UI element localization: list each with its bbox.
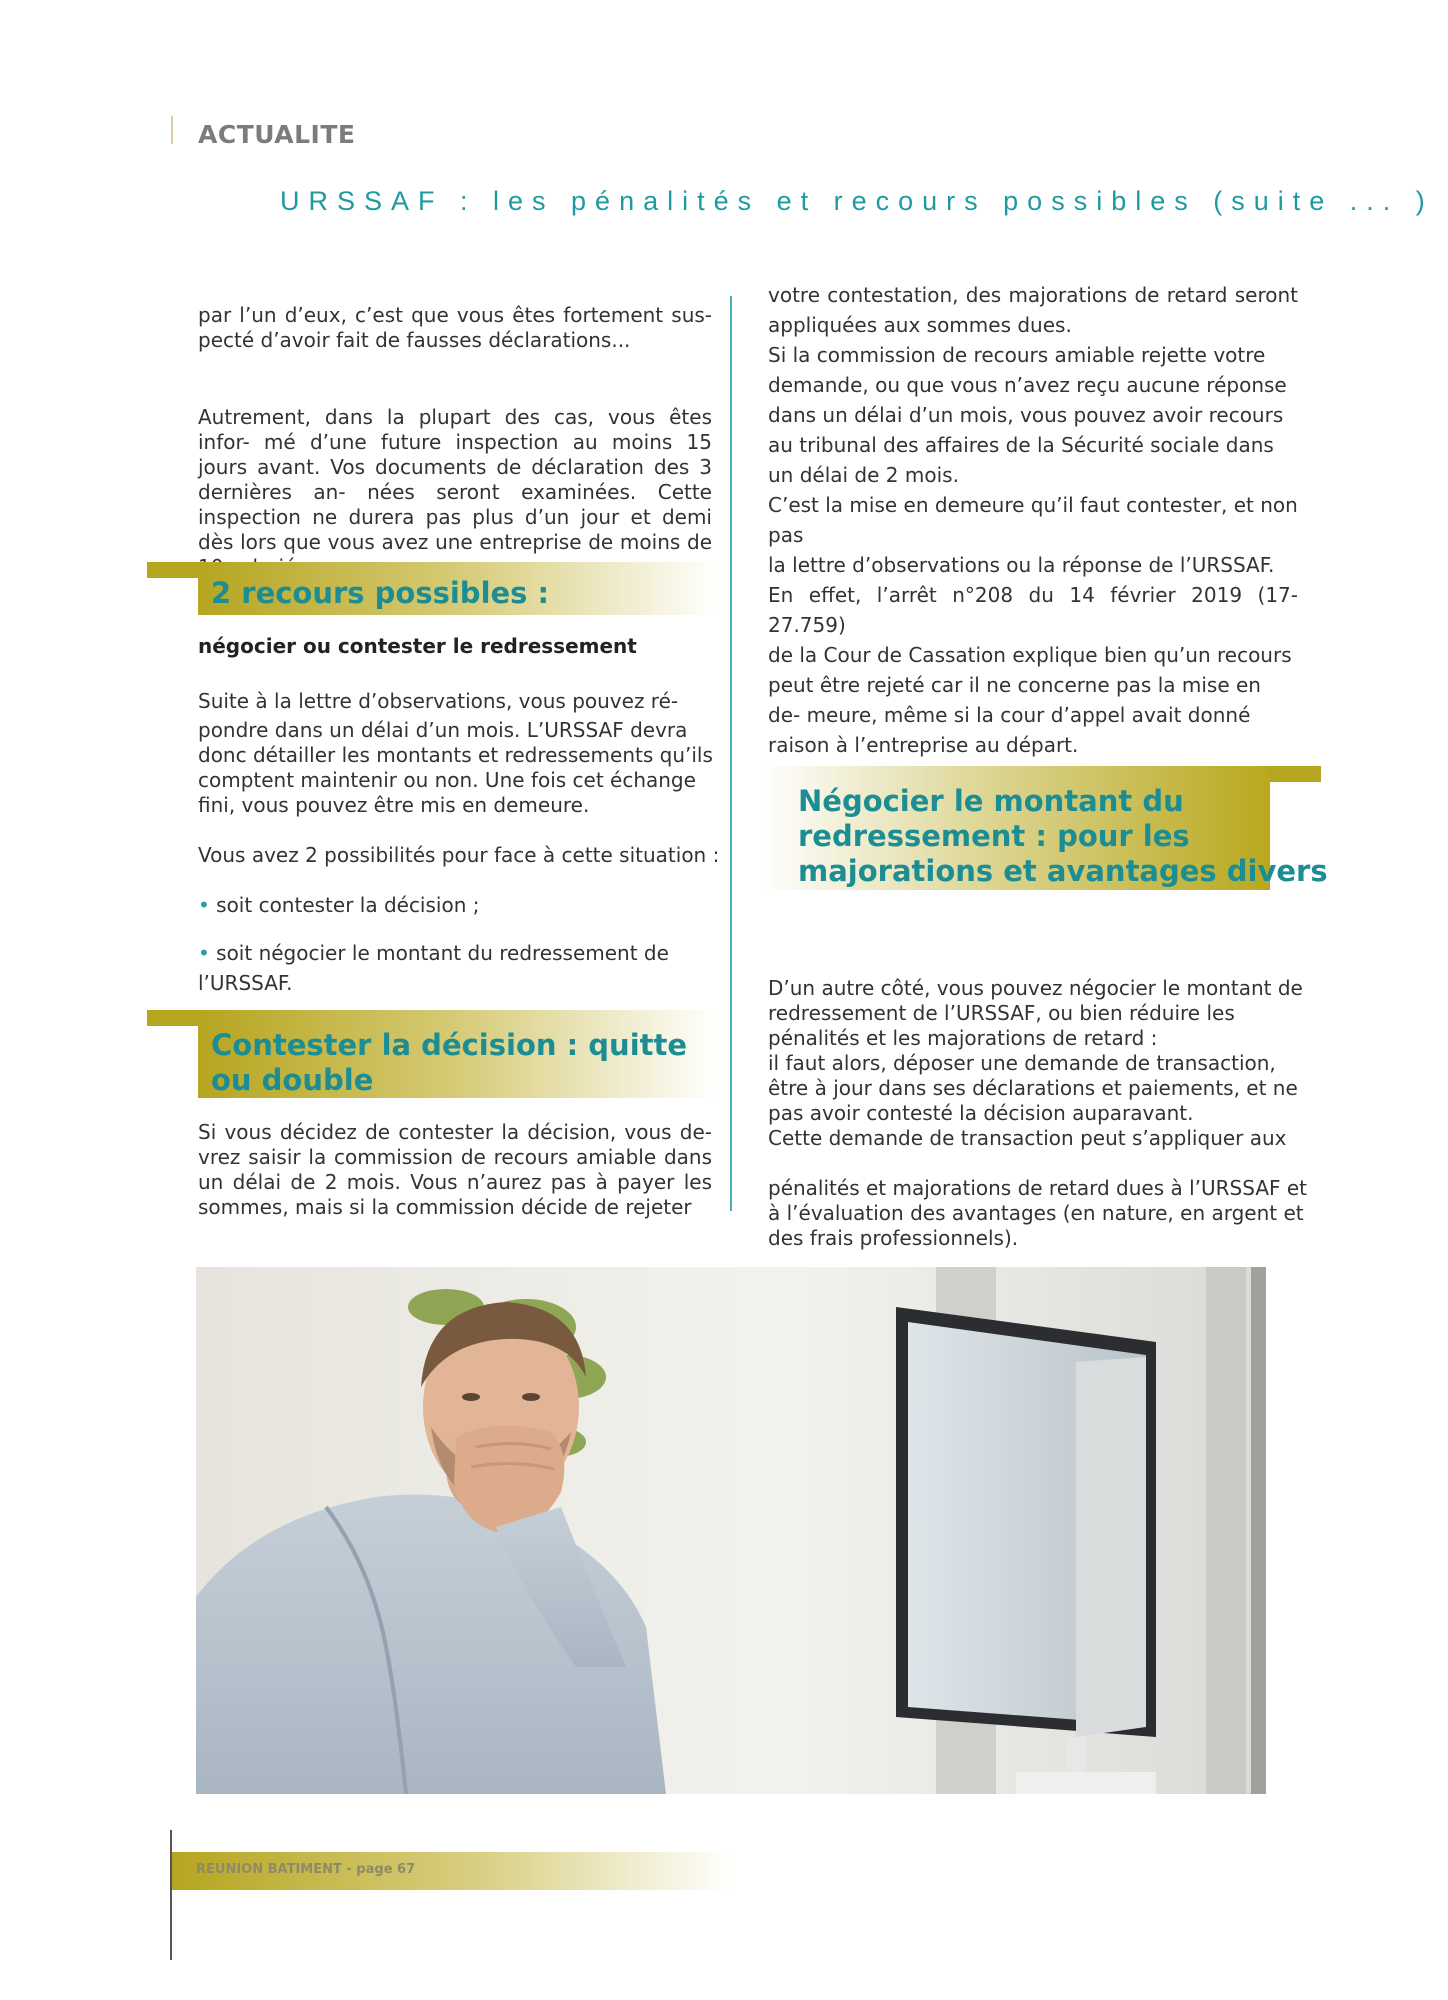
right-paragraph-8: Cette demande de transaction peut s’appliquer aux (768, 1126, 1287, 1150)
footer-rule (170, 1830, 172, 1960)
heading-tab (1270, 766, 1321, 782)
right-paragraph-2: Si la commission de recours amiable rejette votre demande, ou que vous n’avez reçu aucune réponse dans un délai d’un mois, vous pouvez avoir recours au tribunal des affaires de la Sécurité sociale dans un délai de 2 mois. (768, 343, 1287, 487)
subheading: négocier ou contester le redressement (198, 634, 637, 658)
bullet-item-contest (198, 893, 718, 918)
heading-tab (147, 1010, 198, 1026)
page-title: URSSAF : les pénalités et recours possibles (suite ... ) (280, 186, 1434, 216)
right-paragraph-7: il faut alors, déposer une demande de transaction, être à jour dans ses déclarations et paiements, et ne pas avoir contesté la décision auparavant. (768, 1051, 1298, 1125)
right-paragraph-5: de la Cour de Cassation explique bien qu’un recours peut être rejeté car il ne concerne pas la mise en de- meure, même si la cour d’appel avait donné raison à l’entreprise au départ. (768, 643, 1292, 757)
left-paragraph-2: Autrement, dans la plupart des cas, vous êtes infor- mé d’une future inspection au moins 15 jours avant. Vos documents de déclaration des 3 dernières an- nées seront examinées. Cette inspection ne durera pas plus d’un jour et demi dès lors que vous avez une entreprise de moins de (198, 405, 712, 554)
bullet-dot: • (198, 941, 210, 965)
heading-contester: Contester la décision : quitte ou double (211, 1028, 688, 1097)
photo-worried-man-at-computer (196, 1267, 1266, 1794)
heading-tab (147, 562, 198, 578)
bullet-dot: • (198, 893, 210, 917)
section-label: ACTUALITE (198, 120, 356, 149)
magazine-name: REUNION BATIMENT (196, 1862, 342, 1877)
footer-credit (196, 1862, 415, 1877)
left-paragraph-5: Si vous décidez de contester la décision, vous de- vrez saisir la commission de recours amiable dans un délai de 2 mois. Vous n’aurez pas à payer les sommes, mais si la commission décide de rejeter (198, 1120, 712, 1219)
page-number: - page 67 (341, 1862, 416, 1877)
left-paragraph-1: par l’un d’eux, c’est que vous êtes fortement sus- pecté d’avoir fait de fausses déclarations... (198, 303, 712, 352)
left-paragraph-3: pondre dans un délai d’un mois. L’URSSAF devra donc détailler les montants et redressements qu’ils comptent maintenir ou non. Une fois cet échange fini, vous pouvez être mis en demeure. (198, 718, 713, 817)
right-paragraph-9: pénalités et majorations de retard dues à l’URSSAF et à l’évaluation des avantages (en nature, en argent et des frais professionnels). (768, 1176, 1308, 1250)
bullet-text-contest: soit contester la décision ; (209, 893, 480, 917)
right-paragraph-3a: C’est la mise en demeure qu’il faut contester, et non pas (768, 493, 1298, 547)
section-rule (171, 116, 173, 144)
right-paragraph-3b: la lettre d’observations ou la réponse de l’URSSAF. (768, 553, 1275, 577)
left-paragraph-3-line1: Suite à la lettre d’observations, vous pouvez ré- (198, 689, 679, 713)
bullet-text-negotiate: soit négocier le montant du redressement de (209, 941, 669, 965)
heading-2-recours: 2 recours possibles : (211, 576, 550, 610)
right-paragraph-4: En effet, l’arrêt n°208 du 14 février 2019 (17-27.759) (768, 583, 1298, 637)
left-paragraph-4: Vous avez 2 possibilités pour face à cette situation : (198, 843, 720, 867)
bullet-item-negotiate (198, 938, 718, 998)
heading-negocier: Négocier le montant du redressement : pour les majorations et avantages divers (798, 784, 1328, 888)
bullet-text-negotiate-2: l’URSSAF. (198, 971, 293, 995)
right-paragraph-1: votre contestation, des majorations de retard seront appliquées aux sommes dues. (768, 283, 1298, 337)
right-paragraph-6: D’un autre côté, vous pouvez négocier le montant de redressement de l’URSSAF, ou bien réduire les pénalités et les majorations de retard : (768, 976, 1303, 1050)
